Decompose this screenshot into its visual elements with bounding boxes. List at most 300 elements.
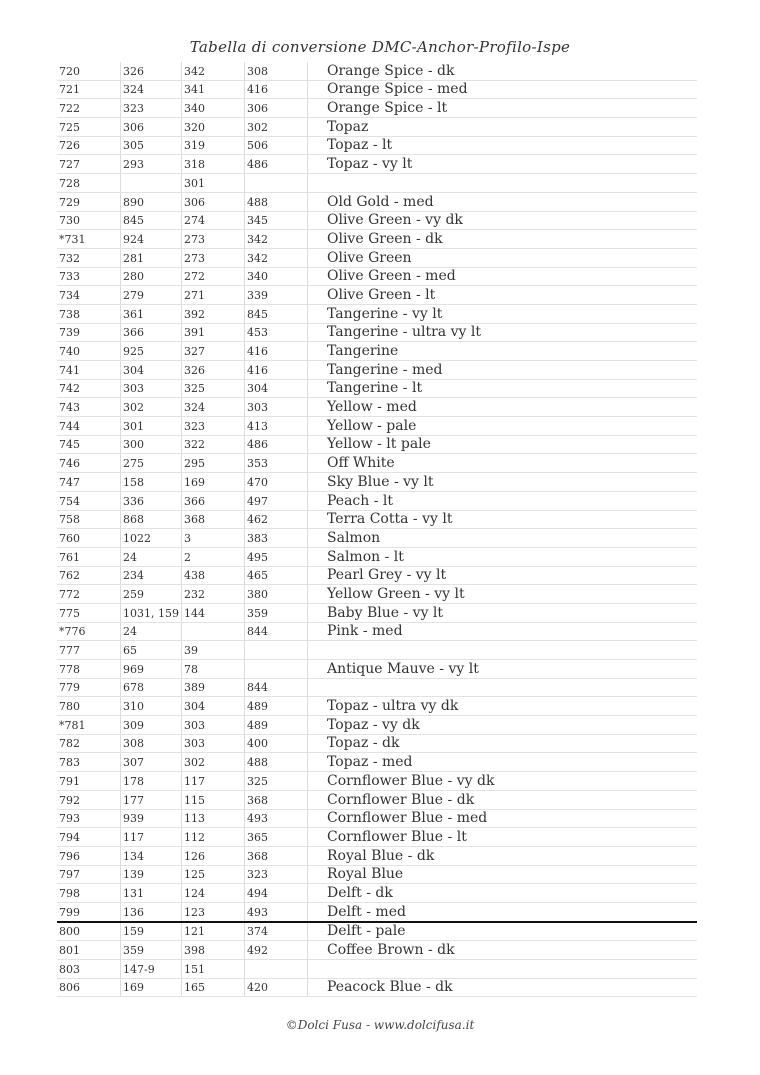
- dmc-code-cell: 779: [57, 678, 121, 697]
- table-row: [57, 62, 697, 80]
- anchor-code-cell: 1022: [121, 529, 182, 548]
- profilo-code-cell: 318: [182, 155, 245, 174]
- table-row: [57, 922, 697, 941]
- ispe-code-cell: 323: [245, 865, 308, 884]
- dmc-code-cell: 734: [57, 286, 121, 305]
- dmc-code-cell: 783: [57, 753, 121, 772]
- ispe-code-cell: 416: [245, 80, 308, 99]
- profilo-code-cell: 123: [182, 902, 245, 921]
- ispe-code-cell: [245, 641, 308, 660]
- profilo-code-cell: 322: [182, 435, 245, 454]
- anchor-code-cell: 293: [121, 155, 182, 174]
- color-name-cell: Yellow - pale: [308, 417, 698, 436]
- profilo-code-cell: 366: [182, 491, 245, 510]
- ispe-code-cell: 494: [245, 884, 308, 903]
- anchor-code-cell: 678: [121, 678, 182, 697]
- profilo-code-cell: 124: [182, 884, 245, 903]
- profilo-code-cell: 271: [182, 286, 245, 305]
- ispe-code-cell: 486: [245, 155, 308, 174]
- profilo-code-cell: 368: [182, 510, 245, 529]
- profilo-code-cell: 2: [182, 547, 245, 566]
- profilo-code-cell: 324: [182, 398, 245, 417]
- ispe-code-cell: 497: [245, 491, 308, 510]
- anchor-code-cell: 924: [121, 230, 182, 249]
- color-name-cell: Yellow Green - vy lt: [308, 585, 698, 604]
- profilo-code-cell: 392: [182, 304, 245, 323]
- anchor-code-cell: 159: [121, 922, 182, 941]
- anchor-code-cell: 306: [121, 118, 182, 137]
- profilo-code-cell: 306: [182, 192, 245, 211]
- ispe-code-cell: 345: [245, 211, 308, 230]
- anchor-code-cell: 307: [121, 753, 182, 772]
- anchor-code-cell: 117: [121, 828, 182, 847]
- ispe-code-cell: 413: [245, 417, 308, 436]
- color-name-cell: Antique Mauve - vy lt: [308, 660, 698, 679]
- anchor-code-cell: 178: [121, 772, 182, 791]
- anchor-code-cell: 324: [121, 80, 182, 99]
- anchor-code-cell: 309: [121, 716, 182, 735]
- profilo-code-cell: 121: [182, 922, 245, 941]
- table-row: [57, 80, 697, 99]
- ispe-code-cell: 306: [245, 99, 308, 118]
- profilo-code-cell: 117: [182, 772, 245, 791]
- dmc-code-cell: 761: [57, 547, 121, 566]
- color-name-cell: Topaz - dk: [308, 734, 698, 753]
- table-row: [57, 941, 697, 960]
- table-row: [57, 510, 697, 529]
- color-name-cell: Delft - med: [308, 902, 698, 921]
- dmc-code-cell: 754: [57, 491, 121, 510]
- profilo-code-cell: 126: [182, 846, 245, 865]
- ispe-code-cell: 845: [245, 304, 308, 323]
- dmc-code-cell: *776: [57, 622, 121, 641]
- profilo-code-cell: 3: [182, 529, 245, 548]
- table-row: [57, 978, 697, 997]
- ispe-code-cell: 342: [245, 248, 308, 267]
- page-title: Tabella di conversione DMC-Anchor-Profilo-Ispe: [189, 38, 571, 56]
- color-name-cell: Topaz - med: [308, 753, 698, 772]
- ispe-code-cell: 359: [245, 603, 308, 622]
- anchor-code-cell: 147-9: [121, 960, 182, 979]
- profilo-code-cell: 232: [182, 585, 245, 604]
- color-name-cell: Cornflower Blue - dk: [308, 790, 698, 809]
- dmc-code-cell: 762: [57, 566, 121, 585]
- table-row: [57, 772, 697, 791]
- color-name-cell: Peacock Blue - dk: [308, 978, 698, 997]
- ispe-code-cell: 368: [245, 846, 308, 865]
- table-row: [57, 435, 697, 454]
- anchor-code-cell: 925: [121, 342, 182, 361]
- color-name-cell: Yellow - med: [308, 398, 698, 417]
- ispe-code-cell: 470: [245, 473, 308, 492]
- dmc-code-cell: *781: [57, 716, 121, 735]
- color-name-cell: Salmon: [308, 529, 698, 548]
- color-name-cell: Olive Green - dk: [308, 230, 698, 249]
- table-row: [57, 529, 697, 548]
- ispe-code-cell: 353: [245, 454, 308, 473]
- anchor-code-cell: 1031, 159: [121, 603, 182, 622]
- dmc-code-cell: 726: [57, 136, 121, 155]
- dmc-code-cell: 730: [57, 211, 121, 230]
- profilo-code-cell: 391: [182, 323, 245, 342]
- anchor-code-cell: 366: [121, 323, 182, 342]
- dmc-code-cell: 744: [57, 417, 121, 436]
- color-name-cell: Olive Green: [308, 248, 698, 267]
- color-name-cell: Delft - dk: [308, 884, 698, 903]
- anchor-code-cell: 336: [121, 491, 182, 510]
- anchor-code-cell: 359: [121, 941, 182, 960]
- table-row: [57, 304, 697, 323]
- color-name-cell: Off White: [308, 454, 698, 473]
- table-row: [57, 603, 697, 622]
- dmc-code-cell: 725: [57, 118, 121, 137]
- ispe-code-cell: 488: [245, 753, 308, 772]
- dmc-code-cell: 743: [57, 398, 121, 417]
- ispe-code-cell: 495: [245, 547, 308, 566]
- table-row: [57, 585, 697, 604]
- conversion-table-body: [57, 62, 697, 997]
- dmc-code-cell: 801: [57, 941, 121, 960]
- profilo-code-cell: 302: [182, 753, 245, 772]
- color-name-cell: Terra Cotta - vy lt: [308, 510, 698, 529]
- table-row: [57, 641, 697, 660]
- ispe-code-cell: 374: [245, 922, 308, 941]
- anchor-code-cell: 304: [121, 361, 182, 380]
- table-row: [57, 473, 697, 492]
- table-row: [57, 491, 697, 510]
- table-row: [57, 566, 697, 585]
- profilo-code-cell: 273: [182, 230, 245, 249]
- conversion-table: [57, 62, 697, 997]
- color-name-cell: Royal Blue - dk: [308, 846, 698, 865]
- anchor-code-cell: 890: [121, 192, 182, 211]
- dmc-code-cell: 741: [57, 361, 121, 380]
- table-row: [57, 248, 697, 267]
- table-row: [57, 660, 697, 679]
- color-name-cell: Royal Blue: [308, 865, 698, 884]
- profilo-code-cell: 295: [182, 454, 245, 473]
- dmc-code-cell: 791: [57, 772, 121, 791]
- table-row: [57, 286, 697, 305]
- ispe-code-cell: 493: [245, 809, 308, 828]
- table-row: [57, 454, 697, 473]
- dmc-code-cell: 722: [57, 99, 121, 118]
- table-row: [57, 884, 697, 903]
- table-row: [57, 192, 697, 211]
- dmc-code-cell: 803: [57, 960, 121, 979]
- profilo-code-cell: 389: [182, 678, 245, 697]
- table-row: [57, 379, 697, 398]
- profilo-code-cell: 320: [182, 118, 245, 137]
- anchor-code-cell: 177: [121, 790, 182, 809]
- color-name-cell: Tangerine - lt: [308, 379, 698, 398]
- ispe-code-cell: 420: [245, 978, 308, 997]
- table-row: [57, 136, 697, 155]
- dmc-code-cell: 782: [57, 734, 121, 753]
- ispe-code-cell: 325: [245, 772, 308, 791]
- anchor-code-cell: 279: [121, 286, 182, 305]
- dmc-code-cell: 745: [57, 435, 121, 454]
- ispe-code-cell: 342: [245, 230, 308, 249]
- anchor-code-cell: 234: [121, 566, 182, 585]
- color-name-cell: Tangerine - ultra vy lt: [308, 323, 698, 342]
- anchor-code-cell: 24: [121, 547, 182, 566]
- profilo-code-cell: 341: [182, 80, 245, 99]
- dmc-code-cell: 800: [57, 922, 121, 941]
- dmc-code-cell: 738: [57, 304, 121, 323]
- anchor-code-cell: 259: [121, 585, 182, 604]
- color-name-cell: Topaz - lt: [308, 136, 698, 155]
- ispe-code-cell: [245, 174, 308, 193]
- anchor-code-cell: 308: [121, 734, 182, 753]
- ispe-code-cell: 303: [245, 398, 308, 417]
- profilo-code-cell: 301: [182, 174, 245, 193]
- table-row: [57, 960, 697, 979]
- dmc-code-cell: 720: [57, 62, 121, 80]
- color-name-cell: Orange Spice - dk: [308, 62, 698, 80]
- color-name-cell: Salmon - lt: [308, 547, 698, 566]
- anchor-code-cell: 302: [121, 398, 182, 417]
- dmc-code-cell: 778: [57, 660, 121, 679]
- dmc-code-cell: 793: [57, 809, 121, 828]
- profilo-code-cell: 325: [182, 379, 245, 398]
- profilo-code-cell: 340: [182, 99, 245, 118]
- dmc-code-cell: 806: [57, 978, 121, 997]
- table-row: [57, 267, 697, 286]
- color-name-cell: [308, 174, 698, 193]
- dmc-code-cell: 739: [57, 323, 121, 342]
- color-name-cell: [308, 960, 698, 979]
- table-row: [57, 361, 697, 380]
- color-name-cell: [308, 678, 698, 697]
- color-name-cell: Tangerine: [308, 342, 698, 361]
- profilo-code-cell: 326: [182, 361, 245, 380]
- color-name-cell: Delft - pale: [308, 922, 698, 941]
- anchor-code-cell: 300: [121, 435, 182, 454]
- table-row: [57, 323, 697, 342]
- table-row: [57, 865, 697, 884]
- page-footer: ©Dolci Fusa - www.dolcifusa.it: [285, 1018, 475, 1032]
- profilo-code-cell: 323: [182, 417, 245, 436]
- dmc-code-cell: 796: [57, 846, 121, 865]
- table-row: [57, 809, 697, 828]
- color-name-cell: Old Gold - med: [308, 192, 698, 211]
- anchor-code-cell: 939: [121, 809, 182, 828]
- ispe-code-cell: 416: [245, 342, 308, 361]
- color-name-cell: Topaz - vy lt: [308, 155, 698, 174]
- table-row: [57, 622, 697, 641]
- ispe-code-cell: 462: [245, 510, 308, 529]
- dmc-code-cell: 747: [57, 473, 121, 492]
- ispe-code-cell: 339: [245, 286, 308, 305]
- color-name-cell: Pink - med: [308, 622, 698, 641]
- anchor-code-cell: 24: [121, 622, 182, 641]
- color-name-cell: Topaz - ultra vy dk: [308, 697, 698, 716]
- ispe-code-cell: 380: [245, 585, 308, 604]
- profilo-code-cell: 115: [182, 790, 245, 809]
- anchor-code-cell: 131: [121, 884, 182, 903]
- ispe-code-cell: 465: [245, 566, 308, 585]
- table-row: [57, 417, 697, 436]
- ispe-code-cell: 844: [245, 622, 308, 641]
- dmc-code-cell: 780: [57, 697, 121, 716]
- ispe-code-cell: 368: [245, 790, 308, 809]
- anchor-code-cell: [121, 174, 182, 193]
- anchor-code-cell: 136: [121, 902, 182, 921]
- dmc-code-cell: 729: [57, 192, 121, 211]
- table-row: [57, 118, 697, 137]
- ispe-code-cell: 416: [245, 361, 308, 380]
- profilo-code-cell: 272: [182, 267, 245, 286]
- table-row: [57, 790, 697, 809]
- anchor-code-cell: 303: [121, 379, 182, 398]
- profilo-code-cell: 274: [182, 211, 245, 230]
- profilo-code-cell: 151: [182, 960, 245, 979]
- profilo-code-cell: 303: [182, 734, 245, 753]
- color-name-cell: Olive Green - lt: [308, 286, 698, 305]
- profilo-code-cell: 438: [182, 566, 245, 585]
- table-row: [57, 828, 697, 847]
- dmc-code-cell: 775: [57, 603, 121, 622]
- profilo-code-cell: 78: [182, 660, 245, 679]
- color-name-cell: Topaz - vy dk: [308, 716, 698, 735]
- dmc-code-cell: 797: [57, 865, 121, 884]
- dmc-code-cell: 742: [57, 379, 121, 398]
- profilo-code-cell: 327: [182, 342, 245, 361]
- dmc-code-cell: 728: [57, 174, 121, 193]
- dmc-code-cell: 798: [57, 884, 121, 903]
- profilo-code-cell: 144: [182, 603, 245, 622]
- table-row: [57, 99, 697, 118]
- color-name-cell: Tangerine - vy lt: [308, 304, 698, 323]
- ispe-code-cell: 453: [245, 323, 308, 342]
- table-row: [57, 734, 697, 753]
- anchor-code-cell: 281: [121, 248, 182, 267]
- ispe-code-cell: 506: [245, 136, 308, 155]
- table-row: [57, 902, 697, 921]
- table-row: [57, 155, 697, 174]
- anchor-code-cell: 169: [121, 978, 182, 997]
- table-row: [57, 230, 697, 249]
- anchor-code-cell: 301: [121, 417, 182, 436]
- profilo-code-cell: 342: [182, 62, 245, 80]
- anchor-code-cell: 275: [121, 454, 182, 473]
- anchor-code-cell: 65: [121, 641, 182, 660]
- profilo-code-cell: 303: [182, 716, 245, 735]
- anchor-code-cell: 134: [121, 846, 182, 865]
- anchor-code-cell: 139: [121, 865, 182, 884]
- ispe-code-cell: 489: [245, 697, 308, 716]
- color-name-cell: Tangerine - med: [308, 361, 698, 380]
- dmc-code-cell: 746: [57, 454, 121, 473]
- table-row: [57, 398, 697, 417]
- dmc-code-cell: 760: [57, 529, 121, 548]
- anchor-code-cell: 323: [121, 99, 182, 118]
- ispe-code-cell: 340: [245, 267, 308, 286]
- table-row: [57, 211, 697, 230]
- anchor-code-cell: 310: [121, 697, 182, 716]
- ispe-code-cell: 383: [245, 529, 308, 548]
- color-name-cell: Topaz: [308, 118, 698, 137]
- dmc-code-cell: 772: [57, 585, 121, 604]
- ispe-code-cell: 302: [245, 118, 308, 137]
- color-name-cell: Cornflower Blue - lt: [308, 828, 698, 847]
- color-name-cell: Cornflower Blue - med: [308, 809, 698, 828]
- color-name-cell: Cornflower Blue - vy dk: [308, 772, 698, 791]
- profilo-code-cell: 125: [182, 865, 245, 884]
- anchor-code-cell: 158: [121, 473, 182, 492]
- dmc-code-cell: 799: [57, 902, 121, 921]
- dmc-code-cell: *731: [57, 230, 121, 249]
- anchor-code-cell: 361: [121, 304, 182, 323]
- ispe-code-cell: 493: [245, 902, 308, 921]
- profilo-code-cell: 39: [182, 641, 245, 660]
- dmc-code-cell: 777: [57, 641, 121, 660]
- ispe-code-cell: 365: [245, 828, 308, 847]
- ispe-code-cell: 308: [245, 62, 308, 80]
- ispe-code-cell: 488: [245, 192, 308, 211]
- ispe-code-cell: 400: [245, 734, 308, 753]
- dmc-code-cell: 732: [57, 248, 121, 267]
- anchor-code-cell: 969: [121, 660, 182, 679]
- ispe-code-cell: 486: [245, 435, 308, 454]
- color-name-cell: Coffee Brown - dk: [308, 941, 698, 960]
- color-name-cell: Orange Spice - lt: [308, 99, 698, 118]
- anchor-code-cell: 305: [121, 136, 182, 155]
- color-name-cell: Olive Green - med: [308, 267, 698, 286]
- table-row: [57, 846, 697, 865]
- table-row: [57, 753, 697, 772]
- profilo-code-cell: 304: [182, 697, 245, 716]
- table-row: [57, 342, 697, 361]
- color-name-cell: Peach - lt: [308, 491, 698, 510]
- profilo-code-cell: 319: [182, 136, 245, 155]
- color-name-cell: Sky Blue - vy lt: [308, 473, 698, 492]
- table-row: [57, 716, 697, 735]
- anchor-code-cell: 845: [121, 211, 182, 230]
- dmc-code-cell: 721: [57, 80, 121, 99]
- profilo-code-cell: 273: [182, 248, 245, 267]
- color-name-cell: Baby Blue - vy lt: [308, 603, 698, 622]
- profilo-code-cell: 113: [182, 809, 245, 828]
- table-row: [57, 697, 697, 716]
- dmc-code-cell: 733: [57, 267, 121, 286]
- color-name-cell: Pearl Grey - vy lt: [308, 566, 698, 585]
- table-row: [57, 678, 697, 697]
- table-row: [57, 547, 697, 566]
- ispe-code-cell: [245, 960, 308, 979]
- ispe-code-cell: 304: [245, 379, 308, 398]
- profilo-code-cell: 169: [182, 473, 245, 492]
- ispe-code-cell: 844: [245, 678, 308, 697]
- ispe-code-cell: 492: [245, 941, 308, 960]
- dmc-code-cell: 758: [57, 510, 121, 529]
- profilo-code-cell: [182, 622, 245, 641]
- color-name-cell: Olive Green - vy dk: [308, 211, 698, 230]
- ispe-code-cell: [245, 660, 308, 679]
- dmc-code-cell: 792: [57, 790, 121, 809]
- color-name-cell: Yellow - lt pale: [308, 435, 698, 454]
- profilo-code-cell: 398: [182, 941, 245, 960]
- profilo-code-cell: 112: [182, 828, 245, 847]
- color-name-cell: [308, 641, 698, 660]
- dmc-code-cell: 727: [57, 155, 121, 174]
- dmc-code-cell: 740: [57, 342, 121, 361]
- color-name-cell: Orange Spice - med: [308, 80, 698, 99]
- ispe-code-cell: 489: [245, 716, 308, 735]
- profilo-code-cell: 165: [182, 978, 245, 997]
- anchor-code-cell: 326: [121, 62, 182, 80]
